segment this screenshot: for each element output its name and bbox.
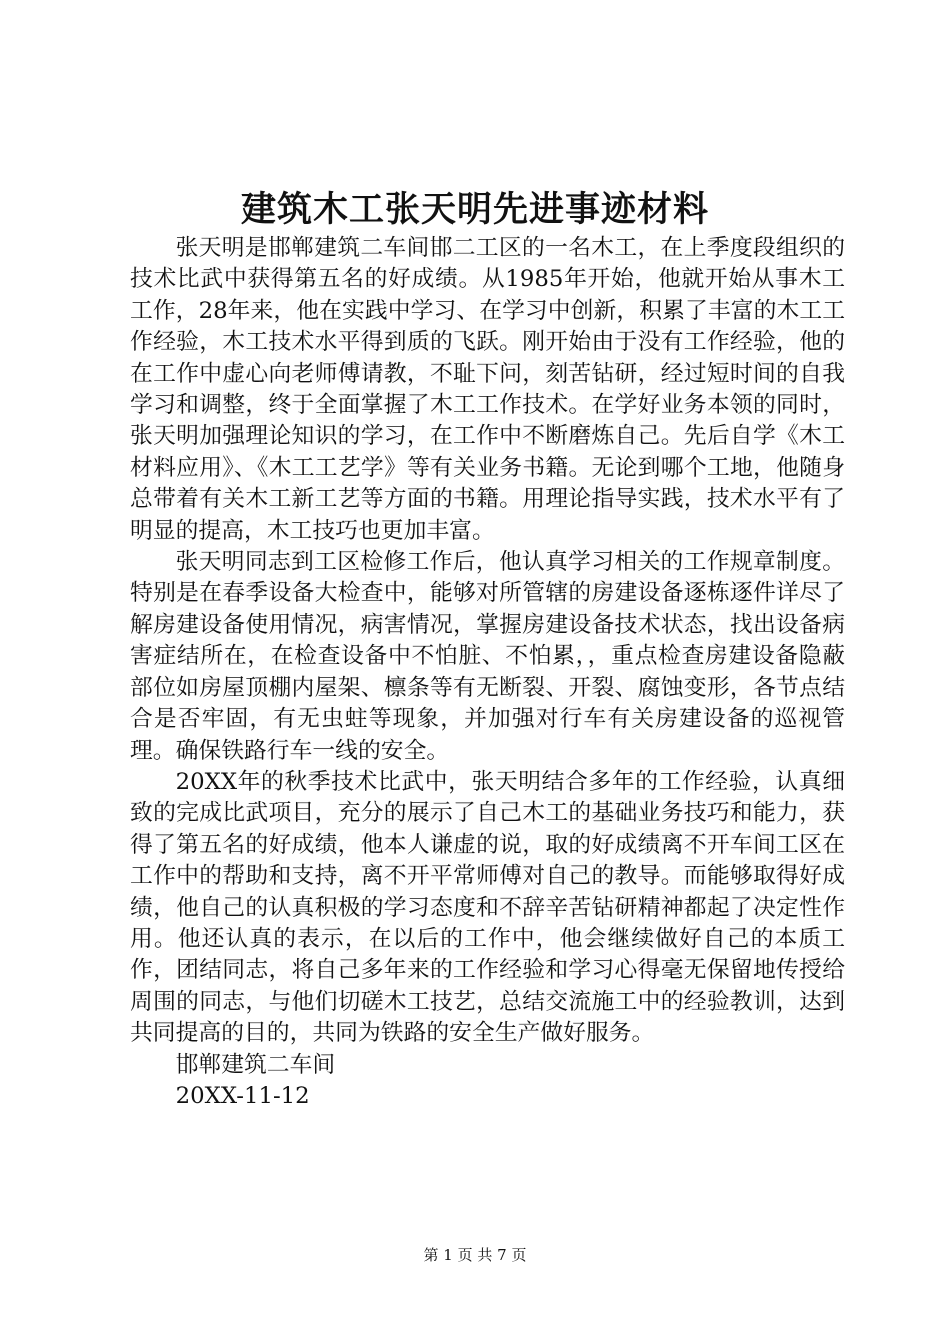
paragraph-1: 张天明是邯郸建筑二车间邯二工区的一名木工，在上季度段组织的技术比武中获得第五名的好成绩。从1985年开始，他就开始从事木工工作，28年来，他在实践中学习、在学习中创新，积累了丰富的木工工作经验，木工技术水平得到质的飞跃。刚开始由于没有工作经验，他的在工作中虚心向老师傅请教，不耻下问，刻苦钻研，经过短时间的自我学习和调整，终于全面掌握了木工工作技术。在学好业务本领的同时，张天明加强理论知识的学习，在工作中不断磨炼自己。先后自学《木工材料应用》、《木工工艺学》等有关业务书籍。无论到哪个工地，他随身总带着有关木工新工艺等方面的书籍。用理论指导实践，技术水平有了明显的提高，木工技巧也更加丰富。 <box>130 235 845 544</box>
page-number-footer: 第 1 页 共 7 页 <box>423 1246 527 1264</box>
signature-date: 20XX-11-12 <box>175 1082 310 1109</box>
document-title: 建筑木工张天明先进事迹材料 <box>240 189 709 230</box>
paragraph-2: 张天明同志到工区检修工作后，他认真学习相关的工作规章制度。特别是在春季设备大检查中，能够对所管辖的房建设备逐栋逐件详尽了解房建设备使用情况，病害情况，掌握房建设备技术状态，找出设备病害症结所在，在检查设备中不怕脏、不怕累，，重点检查房建设备隐蔽部位如房屋顶棚内屋架、檩条等有无断裂、开裂、腐蚀变形，各节点结合是否牢固，有无虫蛀等现象，并加强对行车有关房建设备的巡视管理。确保铁路行车一线的安全。 <box>130 549 845 764</box>
signature-organization: 邯郸建筑二车间 <box>175 1051 336 1078</box>
document-body <box>130 233 845 1112</box>
paragraph-3: 20XX年的秋季技术比武中，张天明结合多年的工作经验，认真细致的完成比武项目，充分的展示了自己木工的基础业务技巧和能力，获得了第五名的好成绩，他本人谦虚的说，取的好成绩离不开车间工区在工作中的帮助和支持，离不开平常师傅对自己的教导。而能够取得好成绩，他自己的认真积极的学习态度和不辞辛苦钻研精神都起了决定性作用。他还认真的表示，在以后的工作中，他会继续做好自己的本质工作，团结同志，将自己多年来的工作经验和学习心得毫无保留地传授给周围的同志，与他们切磋木工技艺，总结交流施工中的经验教训，达到共同提高的目的，共同为铁路的安全生产做好服务。 <box>130 768 845 1047</box>
